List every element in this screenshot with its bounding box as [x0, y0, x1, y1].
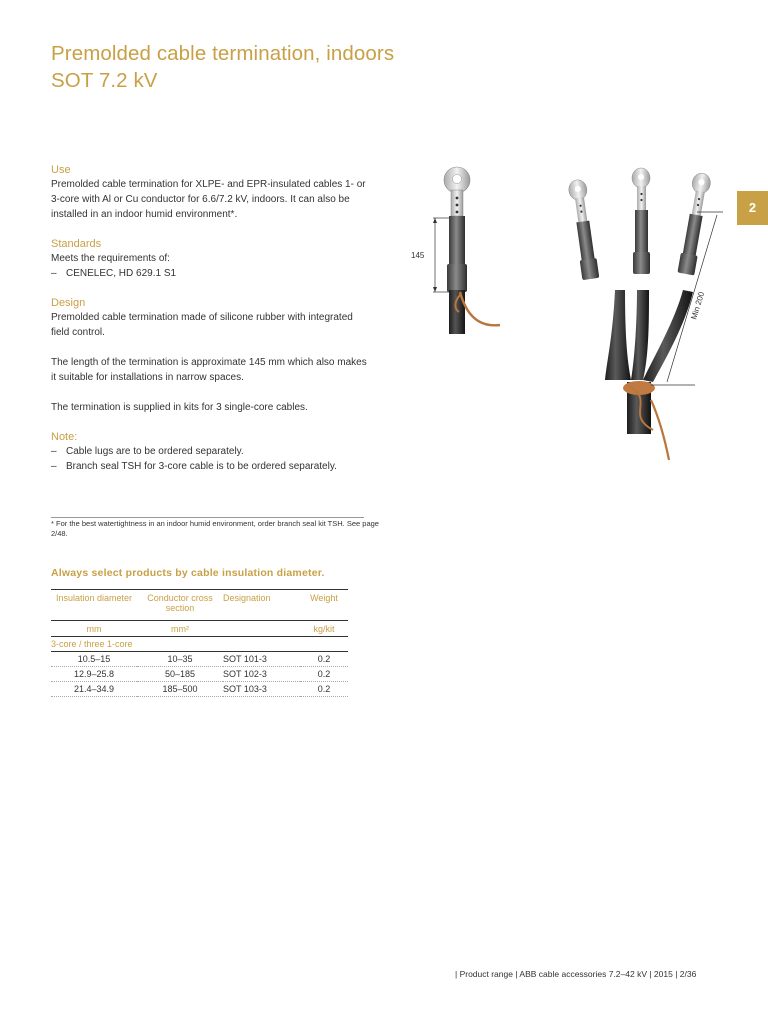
table-cell: SOT 102-3: [223, 667, 300, 682]
use-text: Premolded cable termination for XLPE- and EPR-insulated cables 1- or 3-core with Al or Cu conductor for 6.6/7.2 kV, indoors. It can also be installed in an indoor humid environment*.: [51, 179, 366, 220]
use-heading: Use: [51, 164, 71, 176]
standards-text: Meets the requirements of:: [51, 253, 170, 264]
three-core-termination-image: [565, 160, 735, 465]
unit-cell: mm: [51, 621, 137, 637]
table-cell: 0.2: [300, 652, 348, 667]
table-title: Always select products by cable insulation diameter.: [51, 567, 325, 579]
standards-item: – CENELEC, HD 629.1 S1: [51, 268, 177, 279]
note-item-text: Cable lugs are to be ordered separately.: [66, 446, 244, 457]
footnote: * For the best watertightness in an indoor humid environment, order branch seal kit TSH. See page 2/48.: [51, 519, 379, 538]
design-text-1: Premolded cable termination made of silicone rubber with integrated field control.: [51, 312, 353, 338]
unit-cell: [223, 621, 300, 637]
column-header: Weight: [300, 590, 348, 621]
table-cell: 10–35: [137, 652, 223, 667]
note-heading: Note:: [51, 431, 78, 443]
design-text-3: The termination is supplied in kits for 3 single-core cables.: [51, 402, 308, 413]
table-cell: 21.4–34.9: [51, 682, 137, 697]
product-table: [51, 589, 348, 697]
group-label: 3-core / three 1-core: [51, 637, 348, 652]
table-cell: 12.9–25.8: [51, 667, 137, 682]
page-footer: | Product range | ABB cable accessories 7.2–42 kV | 2015 | 2/36: [455, 969, 697, 979]
chapter-tab[interactable]: 2: [737, 191, 768, 225]
column-header: Insulation diameter: [51, 590, 137, 621]
standards-heading: Standards: [51, 238, 102, 250]
note-item: – Cable lugs are to be ordered separately.: [51, 446, 244, 457]
title-line-1: Premolded cable termination, indoors: [51, 42, 395, 65]
table-group-row: [51, 637, 348, 652]
table-cell: 10.5–15: [51, 652, 137, 667]
table-cell: SOT 101-3: [223, 652, 300, 667]
table-row: [51, 652, 348, 667]
unit-cell: kg/kit: [300, 621, 348, 637]
table-header-row: [51, 590, 348, 621]
title-line-2: SOT 7.2 kV: [51, 69, 158, 92]
main-content: [51, 163, 371, 474]
table-units-row: [51, 621, 348, 637]
three-dimension-label: Min 200: [689, 290, 707, 321]
standards-item-text: CENELEC, HD 629.1 S1: [66, 268, 177, 279]
footnote-divider: [51, 517, 364, 518]
single-core-termination-image: [405, 160, 515, 340]
design-heading: Design: [51, 297, 86, 309]
note-item-text: Branch seal TSH for 3-core cable is to be ordered separately.: [66, 461, 337, 472]
column-header: Conductor cross section: [137, 590, 223, 621]
table-cell: SOT 103-3: [223, 682, 300, 697]
design-text-2: The length of the termination is approximate 145 mm which also makes it suitable for installations in narrow spaces.: [51, 357, 367, 383]
note-item: – Branch seal TSH for 3-core cable is to be ordered separately.: [51, 461, 337, 472]
table-cell: 185–500: [137, 682, 223, 697]
table-cell: 0.2: [300, 667, 348, 682]
table-cell: 50–185: [137, 667, 223, 682]
table-row: [51, 682, 348, 697]
single-dimension-label: 145: [411, 251, 425, 260]
page-title: [51, 40, 394, 94]
table-cell: 0.2: [300, 682, 348, 697]
column-header: Designation: [223, 590, 300, 621]
table-row: [51, 667, 348, 682]
unit-cell: mm²: [137, 621, 223, 637]
